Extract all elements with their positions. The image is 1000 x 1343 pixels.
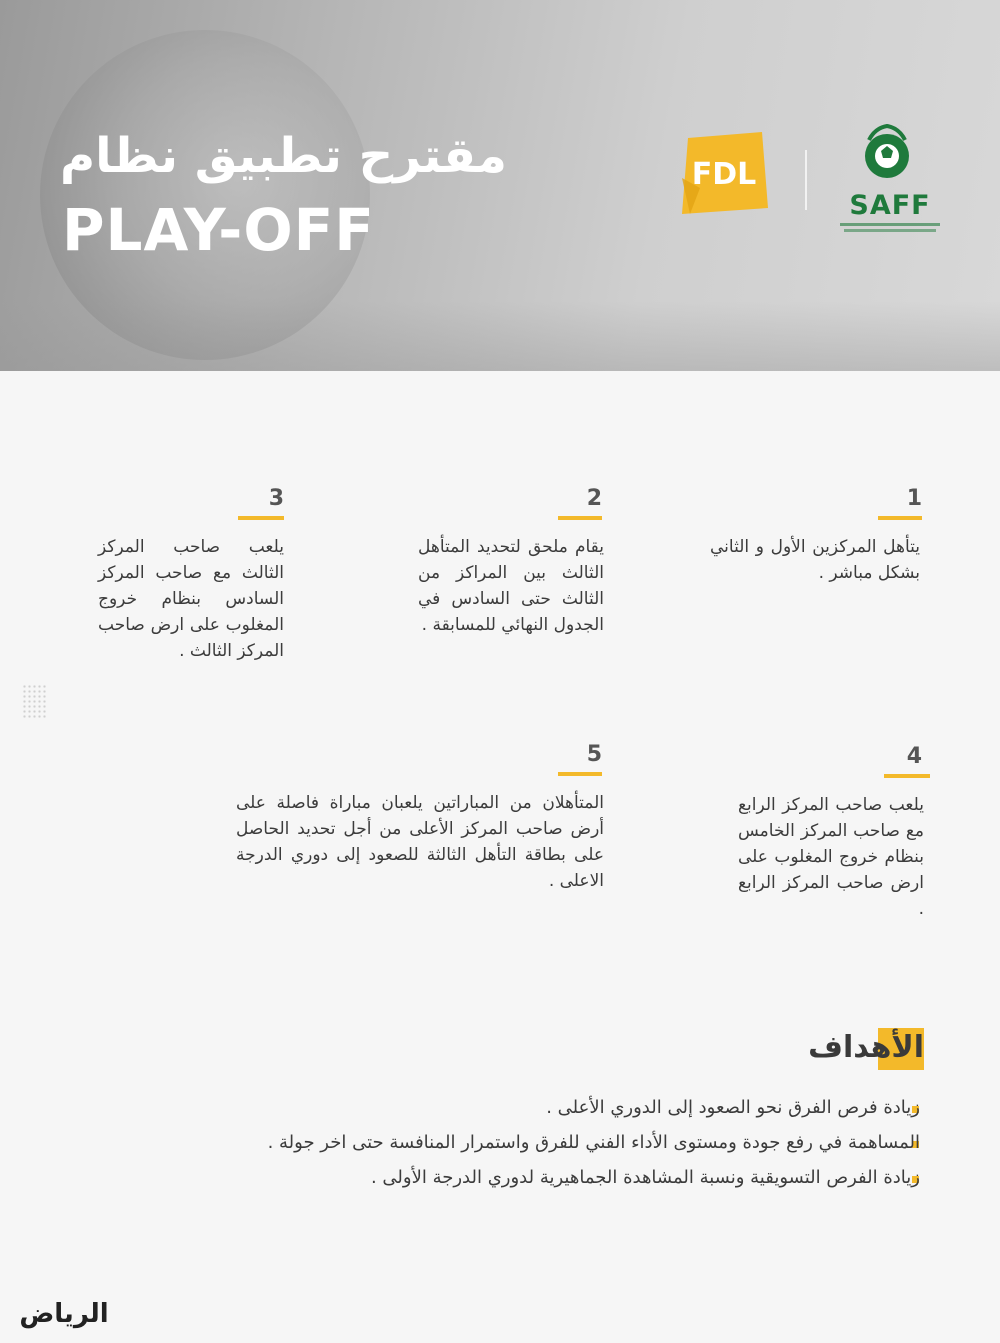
step-3-number: 3 xyxy=(268,486,284,511)
grass-background xyxy=(0,301,1000,371)
step-2-underline xyxy=(558,516,602,520)
svg-text:FDL: FDL xyxy=(691,157,757,192)
page-title-english: PLAY-OFF xyxy=(62,196,375,264)
goal-1-text: زيادة فرص الفرق نحو الصعود إلى الدوري الأعلى . xyxy=(546,1097,920,1118)
goal-2-text: المساهمة في رفع جودة ومستوى الأداء الفني للفرق واستمرار المنافسة حتى اخر جولة . xyxy=(267,1132,920,1153)
step-1-number: 1 xyxy=(906,486,922,511)
step-4-text: يلعب صاحب المركز الرابع مع صاحب المركز الخامس بنظام خروج المغلوب على ارض صاحب المركز الرابع . xyxy=(738,795,924,919)
step-3-underline xyxy=(238,516,284,520)
saff-logo-caption xyxy=(836,222,944,234)
page-title-arabic: مقترح تطبيق نظام xyxy=(60,128,507,184)
step-5-underline xyxy=(558,772,602,776)
svg-text:الرياض: الرياض xyxy=(19,1299,109,1329)
step-5-number: 5 xyxy=(586,742,602,767)
goal-3-text: زيادة الفرص التسويقية ونسبة المشاهدة الجماهيرية لدوري الدرجة الأولى . xyxy=(370,1167,920,1188)
goals-title: الأهداف xyxy=(808,1030,924,1065)
step-3-text: يلعب صاحب المركز الثالث مع صاحب المركز السادس بنظام خروج المغلوب على ارض صاحب المركز الثالث . xyxy=(98,537,284,661)
step-4-number: 4 xyxy=(906,744,922,769)
step-1-underline xyxy=(878,516,922,520)
saff-emblem-icon xyxy=(855,122,919,186)
saff-logo-text: SAFF xyxy=(849,190,931,221)
step-4-underline xyxy=(884,774,930,778)
fdl-logo xyxy=(680,128,770,218)
step-2-number: 2 xyxy=(586,486,602,511)
header-banner xyxy=(0,0,1000,371)
logo-divider xyxy=(805,150,807,210)
alriyadh-newspaper-logo xyxy=(8,1292,120,1332)
step-2-text: يقام ملحق لتحديد المتأهل الثالث بين المراكز من الثالث حتى السادس في الجدول النهائي للمسابقة . xyxy=(418,537,604,635)
step-1-text: يتأهل المركزين الأول و الثاني بشكل مباشر . xyxy=(710,537,920,583)
step-5-text: المتأهلان من المباراتين يلعبان مباراة فاصلة على أرض صاحب المركز الأعلى من أجل تحديد الحاصل على بطاقة التأهل الثالثة للصعود إلى دوري الدرجة الاعلى . xyxy=(236,793,604,891)
dot-pattern-decoration xyxy=(22,684,46,720)
